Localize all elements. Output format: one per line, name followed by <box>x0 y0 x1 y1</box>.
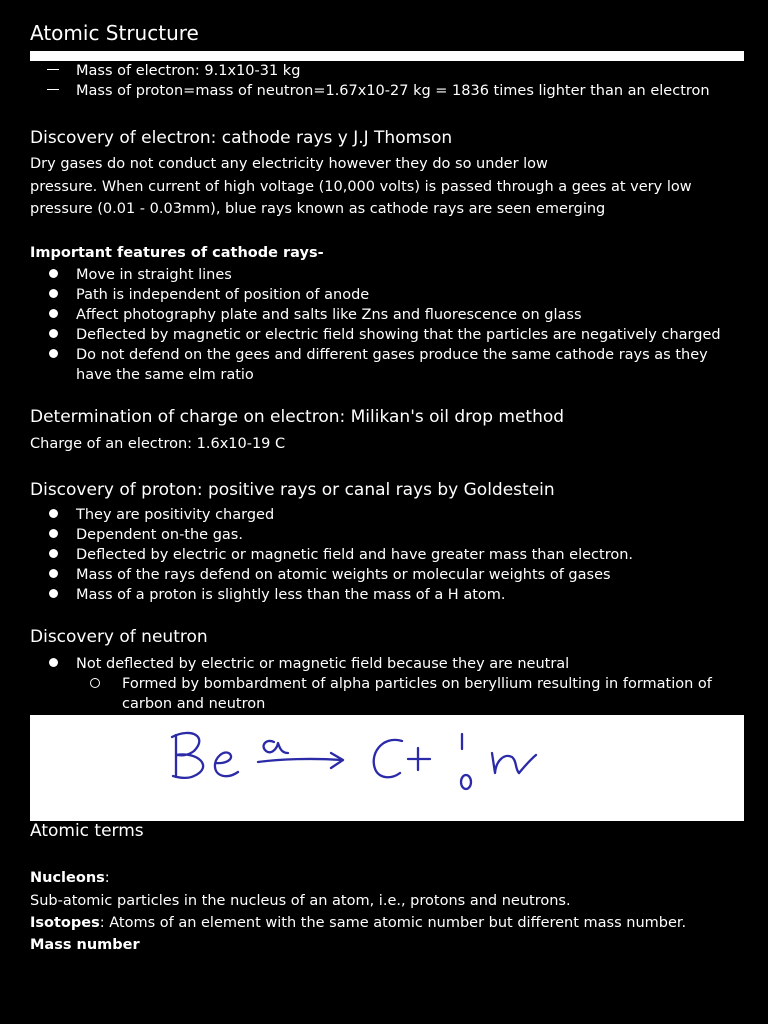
dash-bullet-icon <box>47 89 59 91</box>
list-item: Mass of electron: 9.1x10-31 kg <box>0 61 710 81</box>
sub-item-line: carbon and neutron <box>122 696 266 712</box>
cathode-features-heading: Important features of cathode rays- <box>30 245 324 261</box>
intro-list <box>0 61 710 101</box>
title-underline-bar <box>30 51 744 61</box>
bullet-dot-icon <box>49 658 58 667</box>
sub-item-line: Formed by bombardment of alpha particles on beryllium resulting in formation of <box>122 676 712 692</box>
list-item: Mass of proton=mass of neutron=1.67x10-27 kg = 1836 times lighter than an electron <box>0 81 710 101</box>
list-item: They are positivity charged <box>0 505 633 525</box>
list-item-continuation: have the same elm ratio <box>76 367 254 383</box>
bullet-dot-icon <box>49 549 58 558</box>
list-item: Mass of the rays defend on atomic weights or molecular weights of gases <box>0 565 633 585</box>
mass-number-label: Mass number <box>30 937 140 953</box>
bullet-dot-icon <box>49 349 58 358</box>
isotopes-definition: : Atoms of an element with the same atomic number but different mass number. <box>99 915 687 931</box>
list-item: Move in straight lines <box>0 265 721 285</box>
charge-text: Charge of an electron: 1.6x10-19 C <box>30 436 286 452</box>
neutron-sub-item <box>122 674 712 714</box>
hollow-bullet-icon <box>90 678 100 688</box>
proton-list <box>0 505 633 605</box>
handwritten-equation-image <box>30 715 744 821</box>
list-item: Not deflected by electric or magnetic field because they are neutral <box>0 654 569 674</box>
bullet-dot-icon <box>49 309 58 318</box>
section-heading-atomic-terms: Atomic terms <box>30 821 144 841</box>
bullet-dot-icon <box>49 269 58 278</box>
bullet-dot-icon <box>49 289 58 298</box>
electron-paragraph-line: Dry gases do not conduct any electricity however they do so under low <box>30 156 548 172</box>
bullet-dot-icon <box>49 509 58 518</box>
neutron-list <box>0 654 569 674</box>
page-title: Atomic Structure <box>30 21 199 45</box>
bullet-dot-icon <box>49 569 58 578</box>
bullet-dot-icon <box>49 589 58 598</box>
dash-bullet-icon <box>47 69 59 71</box>
nucleons-label: Nucleons <box>30 870 105 886</box>
list-item: Dependent on-the gas. <box>0 525 633 545</box>
nucleons-colon: : <box>104 870 110 886</box>
section-heading-neutron: Discovery of neutron <box>30 627 208 647</box>
nucleons-definition: Sub-atomic particles in the nucleus of an atom, i.e., protons and neutrons. <box>30 893 571 909</box>
section-heading-proton: Discovery of proton: positive rays or canal rays by Goldestein <box>30 480 555 500</box>
list-item: Mass of a proton is slightly less than the mass of a H atom. <box>0 585 633 605</box>
nucleons-term <box>30 868 110 888</box>
bullet-dot-icon <box>49 329 58 338</box>
list-item: Deflected by magnetic or electric field showing that the particles are negatively charged <box>0 325 721 345</box>
cathode-features-list <box>0 265 721 385</box>
list-item: Path is independent of position of anode <box>0 285 721 305</box>
isotopes-label: Isotopes <box>30 915 100 931</box>
section-heading-electron: Discovery of electron: cathode rays y J.J Thomson <box>30 128 453 148</box>
list-item: Affect photography plate and salts like Zns and fluorescence on glass <box>0 305 721 325</box>
list-item: Do not defend on the gees and different gases produce the same cathode rays as they <box>0 345 721 365</box>
isotopes-term <box>30 913 686 933</box>
electron-paragraph-line: pressure. When current of high voltage (10,000 volts) is passed through a gees at very low <box>30 179 692 195</box>
electron-paragraph-line: pressure (0.01 - 0.03mm), blue rays known as cathode rays are seen emerging <box>30 201 606 217</box>
section-heading-charge: Determination of charge on electron: Milikan's oil drop method <box>30 407 565 427</box>
bullet-dot-icon <box>49 529 58 538</box>
list-item: Deflected by electric or magnetic field and have greater mass than electron. <box>0 545 633 565</box>
handwritten-equation-panel <box>30 715 744 821</box>
